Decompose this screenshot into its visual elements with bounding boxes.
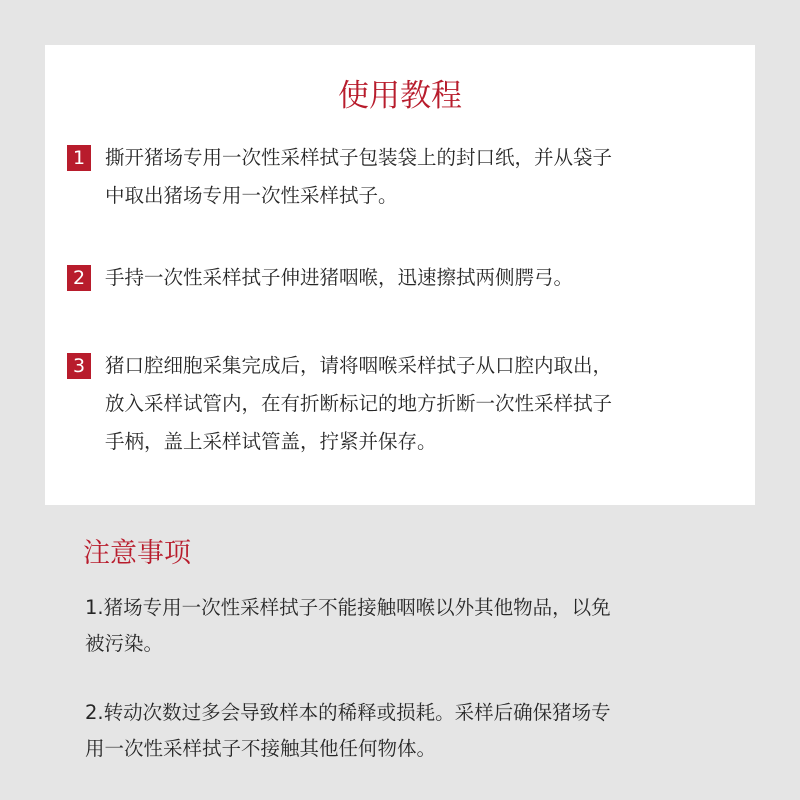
step-number-badge: 1 bbox=[67, 145, 91, 171]
step-text bbox=[105, 347, 745, 461]
step-text bbox=[105, 259, 745, 297]
note-text-line: 1.猪场专用一次性采样拭子不能接触咽喉以外其他物品，以免 bbox=[85, 596, 611, 619]
step-text-line: 放入采样试管内，在有折断标记的地方折断一次性采样拭子 bbox=[105, 392, 613, 415]
note-text-line: 被污染。 bbox=[85, 632, 164, 655]
note-text-line: 2.转动次数过多会导致样本的稀释或损耗。采样后确保猪场专 bbox=[85, 701, 611, 724]
note-2 bbox=[85, 695, 725, 767]
step-text-line: 猪口腔细胞采集完成后，请将咽喉采样拭子从口腔内取出， bbox=[105, 354, 613, 377]
step-text bbox=[105, 139, 745, 215]
step-text-line: 手柄，盖上采样试管盖，拧紧并保存。 bbox=[105, 430, 437, 453]
tutorial-title: 使用教程 bbox=[338, 78, 462, 114]
step-text-line: 撕开猪场专用一次性采样拭子包装袋上的封口纸，并从袋子 bbox=[105, 146, 613, 169]
tutorial-card bbox=[45, 45, 755, 505]
step-number-badge: 2 bbox=[67, 265, 91, 291]
step-text-line: 手持一次性采样拭子伸进猪咽喉，迅速擦拭两侧腭弓。 bbox=[105, 266, 574, 289]
note-text-line: 用一次性采样拭子不接触其他任何物体。 bbox=[85, 737, 437, 760]
notes-title: 注意事项 bbox=[83, 538, 191, 569]
step-text-line: 中取出猪场专用一次性采样拭子。 bbox=[105, 184, 398, 207]
step-number-badge: 3 bbox=[67, 353, 91, 379]
note-1 bbox=[85, 590, 725, 662]
